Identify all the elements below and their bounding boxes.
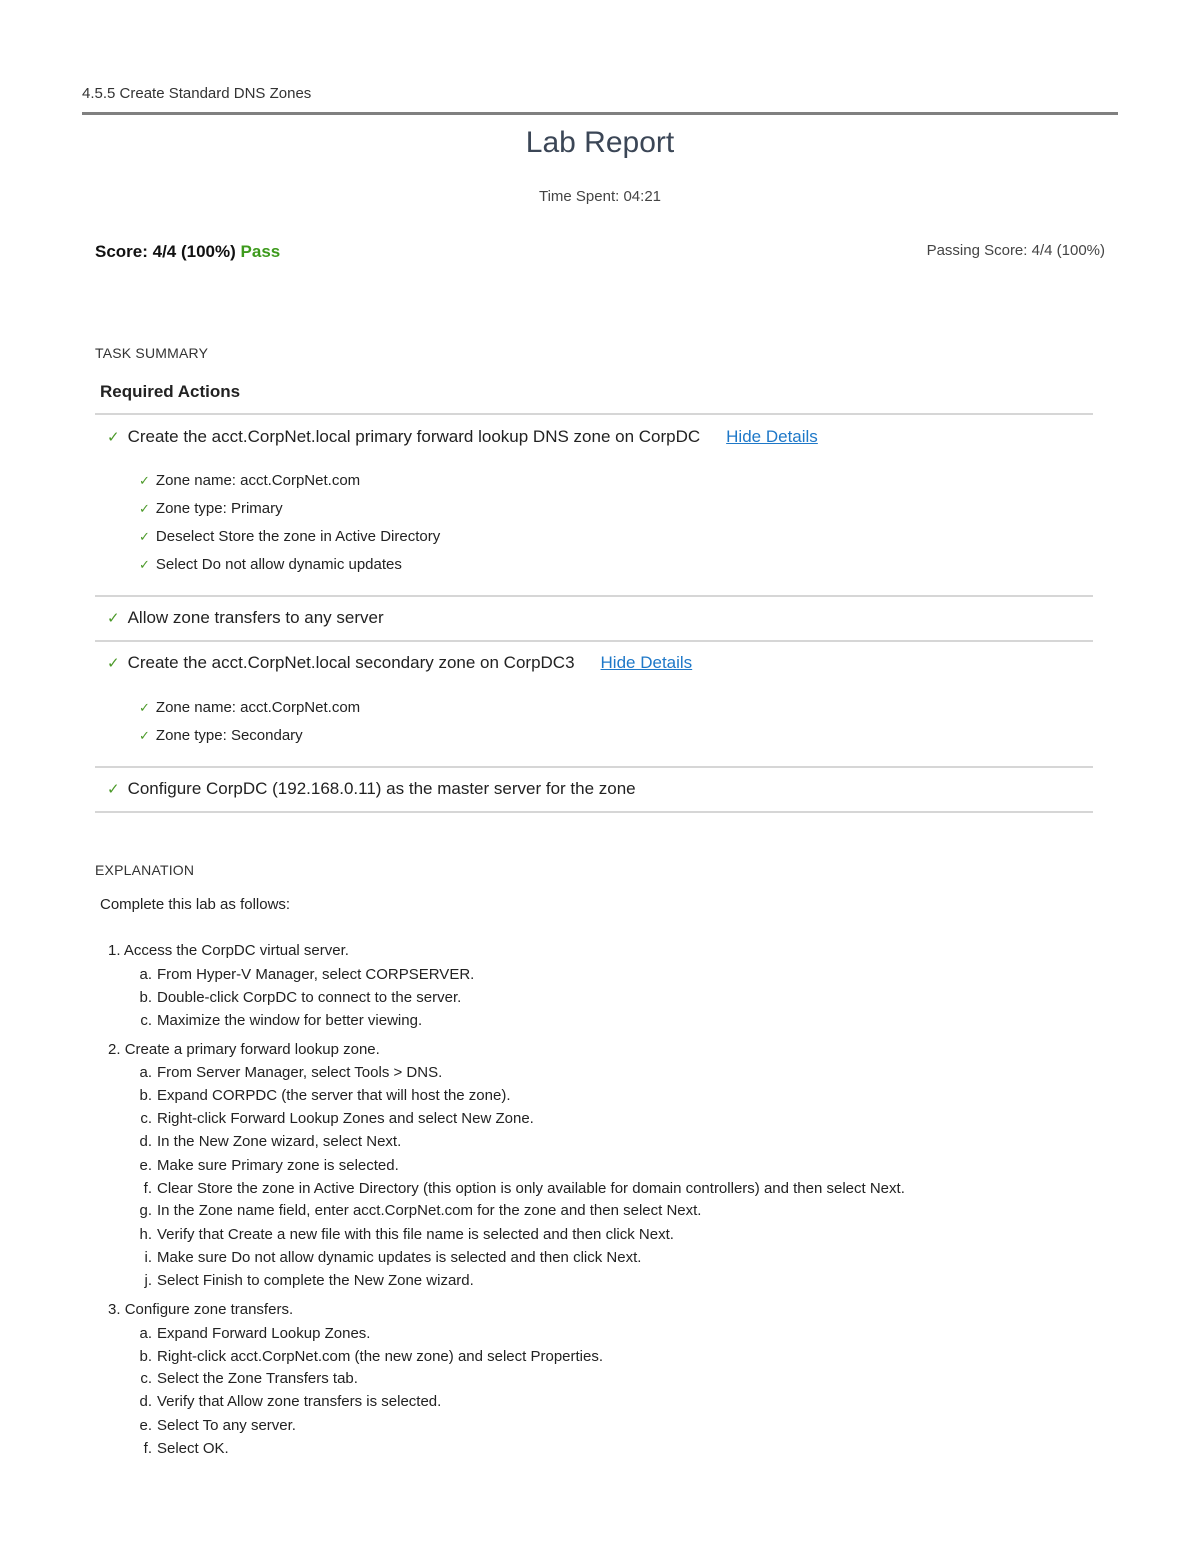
substep-text: Verify that Create a new file with this file name is selected and then click Next.	[157, 1226, 674, 1243]
substep-text: Select To any server.	[157, 1417, 296, 1434]
substep-text: From Hyper-V Manager, select CORPSERVER.	[157, 966, 475, 983]
substep-text: Right-click Forward Lookup Zones and select New Zone.	[157, 1110, 534, 1127]
substep-letter: d.	[139, 1133, 152, 1150]
substep-item	[136, 1249, 641, 1266]
substep-letter: g.	[139, 1202, 152, 1219]
substep-item	[136, 1012, 422, 1029]
task-detail	[139, 727, 303, 744]
task-item	[107, 427, 818, 447]
check-icon: ✓	[107, 781, 120, 798]
substep-item	[136, 1325, 370, 1342]
explanation-intro: Complete this lab as follows:	[100, 896, 291, 913]
step-item	[108, 1041, 380, 1058]
score-label: Score: 4/4 (100%)	[95, 242, 236, 261]
check-icon: ✓	[139, 529, 150, 544]
detail-text: Select Do not allow dynamic updates	[155, 556, 402, 573]
task-detail	[139, 472, 360, 489]
substep-item	[136, 1110, 534, 1127]
task-detail	[139, 528, 440, 545]
check-icon: ✓	[139, 473, 150, 488]
hide-details-link[interactable]: Hide Details	[726, 427, 818, 446]
substep-item	[136, 1226, 674, 1243]
divider	[95, 766, 1093, 768]
substep-item	[136, 1064, 442, 1081]
substep-item	[136, 1440, 229, 1457]
substep-item	[136, 1202, 701, 1219]
substep-text: Double-click CorpDC to connect to the server.	[157, 989, 462, 1006]
detail-text: Zone name: acct.CorpNet.com	[155, 472, 361, 489]
substep-item	[136, 1417, 296, 1434]
step-number: 1.	[108, 942, 121, 959]
substep-text: Select the Zone Transfers tab.	[157, 1370, 358, 1387]
check-icon: ✓	[107, 655, 120, 672]
substep-item	[136, 1272, 474, 1289]
step-text: Configure zone transfers.	[124, 1301, 294, 1318]
substep-item	[136, 1180, 905, 1197]
check-icon: ✓	[139, 501, 150, 516]
passing-score: Passing Score: 4/4 (100%)	[926, 242, 1105, 259]
substep-letter: h.	[139, 1226, 152, 1243]
substep-item	[136, 1133, 401, 1150]
divider	[95, 413, 1093, 415]
task-text: Allow zone transfers to any server	[127, 608, 384, 627]
substep-letter: a.	[139, 1325, 152, 1342]
substep-text: Select OK.	[157, 1440, 229, 1457]
substep-letter: b.	[139, 1348, 152, 1365]
step-text: Create a primary forward lookup zone.	[124, 1041, 380, 1058]
substep-letter: e.	[139, 1417, 152, 1434]
step-item	[108, 1301, 293, 1318]
step-number: 2.	[108, 1041, 121, 1058]
task-item	[107, 608, 384, 628]
task-item	[107, 653, 692, 673]
check-icon: ✓	[107, 610, 120, 627]
pass-status-badge: Pass	[240, 242, 281, 261]
substep-item	[136, 1157, 399, 1174]
task-text: Create the acct.CorpNet.local primary forward lookup DNS zone on CorpDC	[127, 427, 701, 446]
substep-item	[136, 1087, 510, 1104]
substep-item	[136, 989, 461, 1006]
score	[95, 242, 280, 262]
substep-letter: f.	[143, 1180, 152, 1197]
header-divider	[82, 112, 1118, 115]
substep-text: In the New Zone wizard, select Next.	[157, 1133, 402, 1150]
substep-text: Maximize the window for better viewing.	[157, 1012, 423, 1029]
substep-text: Right-click acct.CorpNet.com (the new zone) and select Properties.	[157, 1348, 604, 1365]
substep-letter: d.	[139, 1393, 152, 1410]
check-icon: ✓	[107, 429, 120, 446]
substep-letter: c.	[140, 1370, 152, 1387]
page-title: Lab Report	[525, 126, 675, 159]
document-title: 4.5.5 Create Standard DNS Zones	[82, 85, 312, 102]
substep-text: From Server Manager, select Tools > DNS.	[157, 1064, 443, 1081]
check-icon: ✓	[139, 557, 150, 572]
task-text: Configure CorpDC (192.168.0.11) as the master server for the zone	[127, 779, 636, 798]
substep-letter: b.	[139, 1087, 152, 1104]
substep-text: Verify that Allow zone transfers is selected.	[157, 1393, 442, 1410]
required-actions-heading: Required Actions	[100, 382, 241, 401]
hide-details-link[interactable]: Hide Details	[600, 653, 693, 672]
explanation-heading: EXPLANATION	[95, 862, 195, 878]
substep-text: Select Finish to complete the New Zone wizard.	[157, 1272, 474, 1289]
detail-text: Zone type: Primary	[155, 500, 283, 517]
substep-item	[136, 1393, 441, 1410]
step-number: 3.	[108, 1301, 121, 1318]
substep-letter: f.	[143, 1440, 152, 1457]
task-summary-heading: TASK SUMMARY	[95, 345, 209, 361]
task-detail	[139, 500, 283, 517]
divider	[95, 640, 1093, 642]
substep-letter: j.	[144, 1272, 152, 1289]
check-icon: ✓	[139, 728, 150, 743]
substep-letter: c.	[140, 1012, 152, 1029]
substep-text: Make sure Primary zone is selected.	[157, 1157, 399, 1174]
divider	[95, 595, 1093, 597]
task-detail	[139, 556, 402, 573]
task-detail	[139, 699, 360, 716]
substep-item	[136, 1348, 603, 1365]
substep-text: Make sure Do not allow dynamic updates is selected and then click Next.	[157, 1249, 642, 1266]
detail-text: Zone type: Secondary	[155, 727, 303, 744]
substep-letter: a.	[139, 1064, 152, 1081]
substep-text: Expand Forward Lookup Zones.	[157, 1325, 371, 1342]
substep-text: In the Zone name field, enter acct.CorpNet.com for the zone and then select Next.	[157, 1202, 702, 1219]
substep-letter: i.	[144, 1249, 152, 1266]
task-text: Create the acct.CorpNet.local secondary zone on CorpDC3	[127, 653, 575, 672]
substep-letter: b.	[139, 989, 152, 1006]
task-item	[107, 779, 636, 799]
step-item	[108, 942, 349, 959]
detail-text: Zone name: acct.CorpNet.com	[155, 699, 361, 716]
substep-letter: a.	[139, 966, 152, 983]
step-text: Access the CorpDC virtual server.	[123, 942, 349, 959]
check-icon: ✓	[139, 700, 150, 715]
substep-item	[136, 966, 474, 983]
substep-letter: c.	[140, 1110, 152, 1127]
substep-letter: e.	[139, 1157, 152, 1174]
detail-text: Deselect Store the zone in Active Directory	[155, 528, 441, 545]
time-spent: Time Spent: 04:21	[538, 188, 661, 205]
substep-item	[136, 1370, 358, 1387]
divider	[95, 811, 1093, 813]
substep-text: Clear Store the zone in Active Directory (this option is only available for domain controllers) and then select Next.	[157, 1180, 905, 1197]
substep-text: Expand CORPDC (the server that will host the zone).	[157, 1087, 511, 1104]
